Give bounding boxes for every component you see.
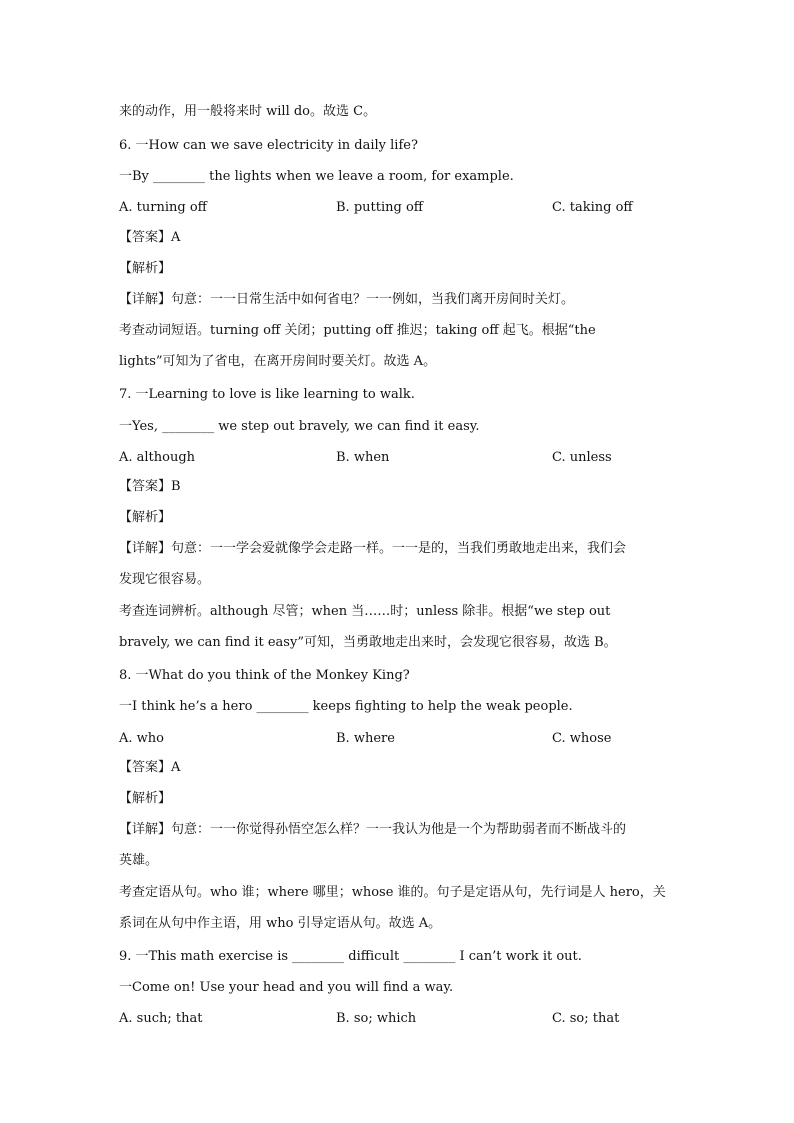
question-7-option-a: A. although bbox=[119, 450, 196, 465]
question-8-detail-line: 英雄。 bbox=[119, 853, 159, 868]
question-7-sentence: 一Yes, ________ we step out bravely, we can find it easy. bbox=[119, 419, 480, 434]
question-6-option-c: C. taking off bbox=[552, 200, 633, 215]
question-8-detail-line: 【详解】句意：一一你觉得孙悟空怎么样？一一我认为他是一个为帮助弱者而不断战斗的 bbox=[119, 822, 627, 837]
question-6-detail-line: 考查动词短语。turning off 关闭；putting off 推迟；taking off 起飞。根据“the bbox=[119, 323, 596, 338]
question-8-sentence: 一I think he’s a hero ________ keeps fighting to help the weak people. bbox=[119, 699, 573, 714]
question-7-detail-line: 考查连词辨析。although 尽管；when 当……时；unless 除非。根据“we step out bbox=[119, 604, 611, 619]
question-7-answer: 【答案】B bbox=[119, 479, 181, 494]
question-8-option-b: B. where bbox=[336, 731, 395, 746]
question-8-stem: 8. 一What do you think of the Monkey King? bbox=[119, 668, 410, 683]
question-6-detail-line: lights”可知为了省电，在离开房间时要关灯。故选 A。 bbox=[119, 354, 437, 369]
question-8-option-c: C. whose bbox=[552, 731, 612, 746]
question-6-analysis-heading: 【解析】 bbox=[119, 261, 172, 276]
question-8-detail-line: 考查定语从句。who 谁；where 哪里；whose 谁的。句子是定语从句，先行词是人 hero，关 bbox=[119, 885, 666, 900]
question-7-detail-line: bravely, we can find it easy”可知，当勇敢地走出来时，会发现它很容易，故选 B。 bbox=[119, 635, 617, 650]
question-8-analysis-heading: 【解析】 bbox=[119, 791, 172, 806]
question-7-analysis-heading: 【解析】 bbox=[119, 510, 172, 525]
question-6-sentence: 一By ________ the lights when we leave a room, for example. bbox=[119, 169, 514, 184]
question-8-detail-line: 系词在从句中作主语，用 who 引导定语从句。故选 A。 bbox=[119, 916, 442, 931]
question-7-detail-line: 发现它很容易。 bbox=[119, 572, 211, 587]
question-6-option-b: B. putting off bbox=[336, 200, 424, 215]
question-6-detail-line: 【详解】句意：一一日常生活中如何省电？一一例如，当我们离开房间时关灯。 bbox=[119, 292, 575, 307]
question-7-stem: 7. 一Learning to love is like learning to walk. bbox=[119, 387, 415, 402]
question-9-option-a: A. such; that bbox=[119, 1011, 203, 1026]
question-6-option-a: A. turning off bbox=[119, 200, 207, 215]
question-7-detail-line: 【详解】句意：一一学会爱就像学会走路一样。一一是的，当我们勇敢地走出来，我们会 bbox=[119, 541, 627, 556]
question-9-sentence: 一Come on! Use your head and you will find a way. bbox=[119, 980, 454, 995]
question-8-option-a: A. who bbox=[119, 731, 164, 746]
text-line: 来的动作，用一般将来时 will do。故选 C。 bbox=[119, 104, 377, 119]
question-8-answer: 【答案】A bbox=[119, 760, 181, 775]
question-9-option-b: B. so; which bbox=[336, 1011, 417, 1026]
question-7-option-b: B. when bbox=[336, 450, 390, 465]
question-6-stem: 6. 一How can we save electricity in daily life? bbox=[119, 138, 418, 153]
question-9-stem: 9. 一This math exercise is ________ difficult ________ I can’t work it out. bbox=[119, 949, 582, 964]
question-6-answer: 【答案】A bbox=[119, 230, 181, 245]
question-7-option-c: C. unless bbox=[552, 450, 612, 465]
question-9-option-c: C. so; that bbox=[552, 1011, 620, 1026]
